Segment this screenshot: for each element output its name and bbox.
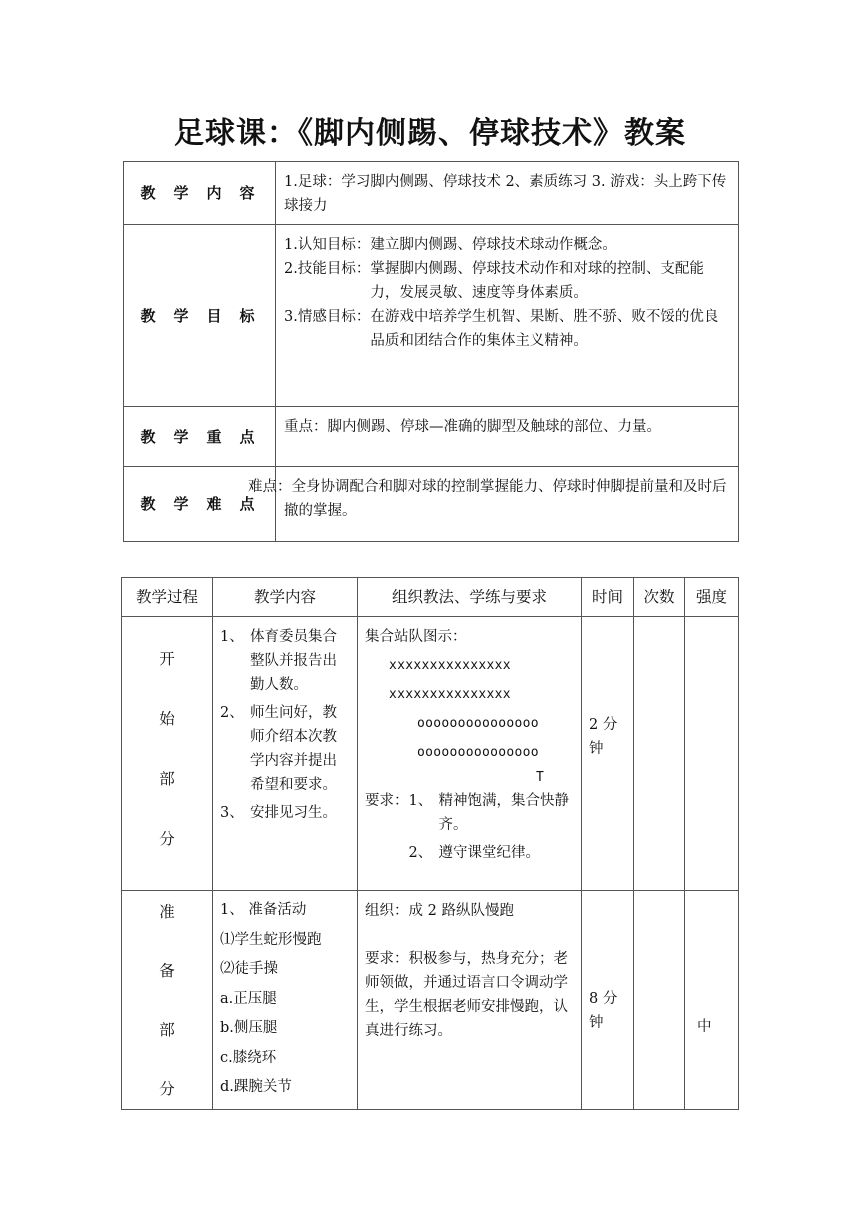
requirement-item [409, 841, 576, 865]
prep-intensity: 中 [685, 891, 739, 1110]
item-text: 师生问好，教师介绍本次教学内容并提出希望和要求。 [250, 705, 337, 793]
formation-title: 集合站队图示： [365, 629, 467, 645]
list-item: d.踝腕关节 [220, 1079, 292, 1095]
phase-char: 始 [159, 710, 175, 728]
formation-line: xxxxxxxxxxxxxxx [389, 658, 511, 673]
goal-label: 2.技能目标： [284, 261, 371, 277]
table-header-row [122, 578, 739, 617]
goals-row [124, 225, 739, 407]
phase-char: 准 [159, 903, 175, 921]
content-row [124, 162, 739, 225]
list-item [220, 801, 351, 825]
phase-prep [122, 891, 213, 1110]
header-count: 次数 [634, 578, 685, 617]
header-method: 组织教法、学练与要求 [358, 578, 582, 617]
start-time: 2 分钟 [582, 617, 634, 891]
req-text: 精神饱满，集合快静齐。 [438, 793, 569, 833]
difficulty-row [124, 467, 739, 542]
goal-item [284, 257, 730, 305]
goal-text: 在游戏中培养学生机智、果断、胜不骄、败不馁的优良品质和团结合作的集体主义精神。 [370, 309, 719, 349]
list-item: ⑴学生蛇形慢跑 [220, 931, 322, 948]
req-number: 1、 [408, 793, 433, 809]
list-item: a.正压腿 [220, 990, 277, 1007]
phase-char: 开 [159, 650, 175, 668]
requirements-text: 要求：积极参与，热身充分；老师领做，并通过语言口令调动学生，学生根据老师安排慢跑，认真进行练习。 [365, 951, 568, 1039]
list-item: ⑵徒手操 [220, 961, 278, 977]
goal-label: 1.认知目标： [284, 237, 371, 253]
item-number: 2、 [220, 705, 244, 721]
goals-label: 教学目标 [124, 225, 276, 407]
phase-char: 部 [159, 1021, 175, 1039]
header-intensity: 强度 [685, 578, 739, 617]
prep-time: 8 分钟 [582, 891, 634, 1110]
goal-label: 3.情感目标： [284, 309, 371, 325]
key-row [124, 407, 739, 467]
phase-char: 备 [159, 962, 175, 980]
goal-text: 掌握脚内侧踢、停球技术动作和对球的控制、支配能力，发展灵敏、速度等身体素质。 [370, 261, 704, 301]
goal-item [284, 305, 730, 353]
start-content [213, 617, 358, 891]
requirement-item [409, 789, 576, 837]
key-label: 教学重点 [124, 407, 276, 467]
start-intensity [685, 617, 739, 891]
formation-line: ooooooooooooooo [417, 716, 539, 731]
requirements [365, 789, 575, 865]
goals-cell [276, 225, 739, 407]
item-number: 1、 [220, 629, 244, 645]
prep-organization [358, 891, 582, 1110]
lesson-process-table [121, 577, 739, 1110]
formation-line: xxxxxxxxxxxxxxx [389, 687, 511, 702]
req-number: 2、 [408, 845, 433, 861]
header-time: 时间 [582, 578, 634, 617]
requirements-label: 要求： [365, 793, 409, 809]
prep-phase-row [122, 891, 739, 1110]
item-text: 安排见习生。 [250, 805, 337, 821]
teacher-marker: T [536, 770, 545, 785]
difficulty-label: 教学难点 [124, 467, 276, 542]
goal-item [284, 233, 730, 257]
header-process: 教学过程 [122, 578, 213, 617]
organization-text: 组织：成 2 路纵队慢跑 [365, 903, 514, 919]
header-content: 教学内容 [213, 578, 358, 617]
list-item: b.侧压腿 [220, 1020, 278, 1036]
start-phase-row [122, 617, 739, 891]
start-count [634, 617, 685, 891]
item-text: 体育委员集合整队并报告出勤人数。 [250, 629, 337, 693]
phase-start [122, 617, 213, 891]
content-text: 1.足球：学习脚内侧踢、停球技术 2、素质练习 3. 游戏：头上跨下传球接力 [276, 162, 739, 225]
lesson-overview-table [123, 161, 739, 542]
phase-char: 部 [159, 770, 175, 788]
content-label: 教学内容 [124, 162, 276, 225]
list-item [220, 625, 351, 697]
list-item [220, 701, 351, 797]
phase-char: 分 [159, 830, 175, 848]
page-title: 足球课：《脚内侧踢、停球技术》教案 [174, 116, 686, 151]
req-text: 遵守课堂纪律。 [438, 845, 540, 861]
difficulty-text: 难点：全身协调配合和脚对球的控制掌握能力、停球时伸脚提前量和及时后撤的掌握。 [276, 467, 739, 542]
goal-text: 建立脚内侧踢、停球技术球动作概念。 [370, 237, 617, 253]
phase-char: 分 [159, 1080, 175, 1098]
key-text: 重点：脚内侧踢、停球—准确的脚型及触球的部位、力量。 [276, 407, 739, 467]
prep-content [213, 891, 358, 1110]
list-item: c.膝绕环 [220, 1049, 277, 1066]
formation-line: ooooooooooooooo [417, 745, 539, 760]
item-number: 3、 [220, 805, 244, 821]
list-item: 1、 准备活动 [220, 902, 307, 918]
start-organization [358, 617, 582, 891]
prep-count [634, 891, 685, 1110]
